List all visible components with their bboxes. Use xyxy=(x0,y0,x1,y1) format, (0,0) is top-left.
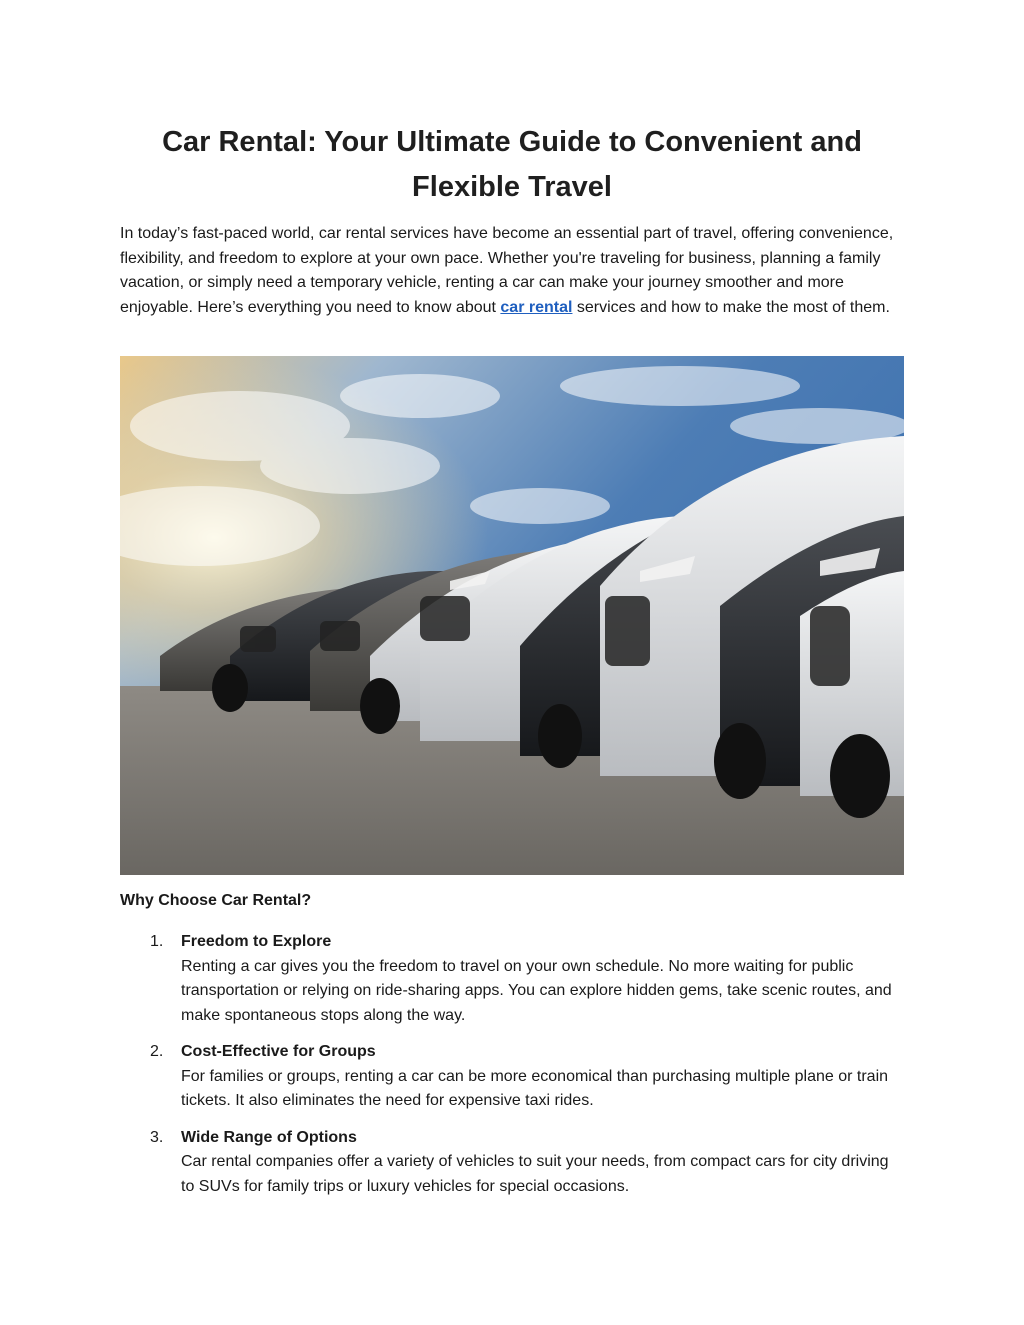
list-item-text: Renting a car gives you the freedom to travel on your own schedule. No more waiting for public transportation or relying on ride-sharing apps. You can explore hidden gems, take scenic routes, and make spontaneous stops along the way. xyxy=(181,957,892,1024)
list-item xyxy=(150,930,904,1028)
intro-paragraph xyxy=(120,222,904,320)
cars-photo-illustration xyxy=(120,356,904,875)
list-item-title: Freedom to Explore xyxy=(181,933,332,950)
list-item-number: 2. xyxy=(150,1043,164,1060)
list-item-title: Cost-Effective for Groups xyxy=(181,1043,376,1060)
list-item-text: For families or groups, renting a car can be more economical than purchasing multiple plane or train tickets. It also eliminates the need for expensive taxi rides. xyxy=(181,1067,889,1109)
list-item-number: 3. xyxy=(150,1128,164,1146)
reasons-list xyxy=(150,930,904,1199)
hero-image-cars xyxy=(120,356,904,875)
list-item-text: Car rental companies offer a variety of vehicles to suit your needs, from compact cars for city driving to SUVs for family trips or luxury vehicles for special occasions. xyxy=(181,1153,889,1195)
intro-text-start: In today’s fast-paced world, car rental services have become an essential part of travel, offering convenience, flexibility, and freedom to explore at your own pace. Whether you're traveling for business, planning a family vacation, or simply need a temporary vehicle, renting a car can make your journey smoother and more enjoyable. Here’s everything you need to know about xyxy=(120,225,894,316)
section-heading: Why Choose Car Rental? xyxy=(120,892,312,909)
intro-text-end: services and how to make the most of them. xyxy=(572,298,890,316)
car-rental-link[interactable]: car rental xyxy=(500,298,573,316)
list-item xyxy=(150,1126,904,1200)
list-item-number: 1. xyxy=(150,933,164,950)
page-title: Car Rental: Your Ultimate Guide to Convenient and Flexible Travel xyxy=(162,126,862,203)
list-item-title: Wide Range of Options xyxy=(181,1128,357,1146)
list-item xyxy=(150,1040,904,1114)
